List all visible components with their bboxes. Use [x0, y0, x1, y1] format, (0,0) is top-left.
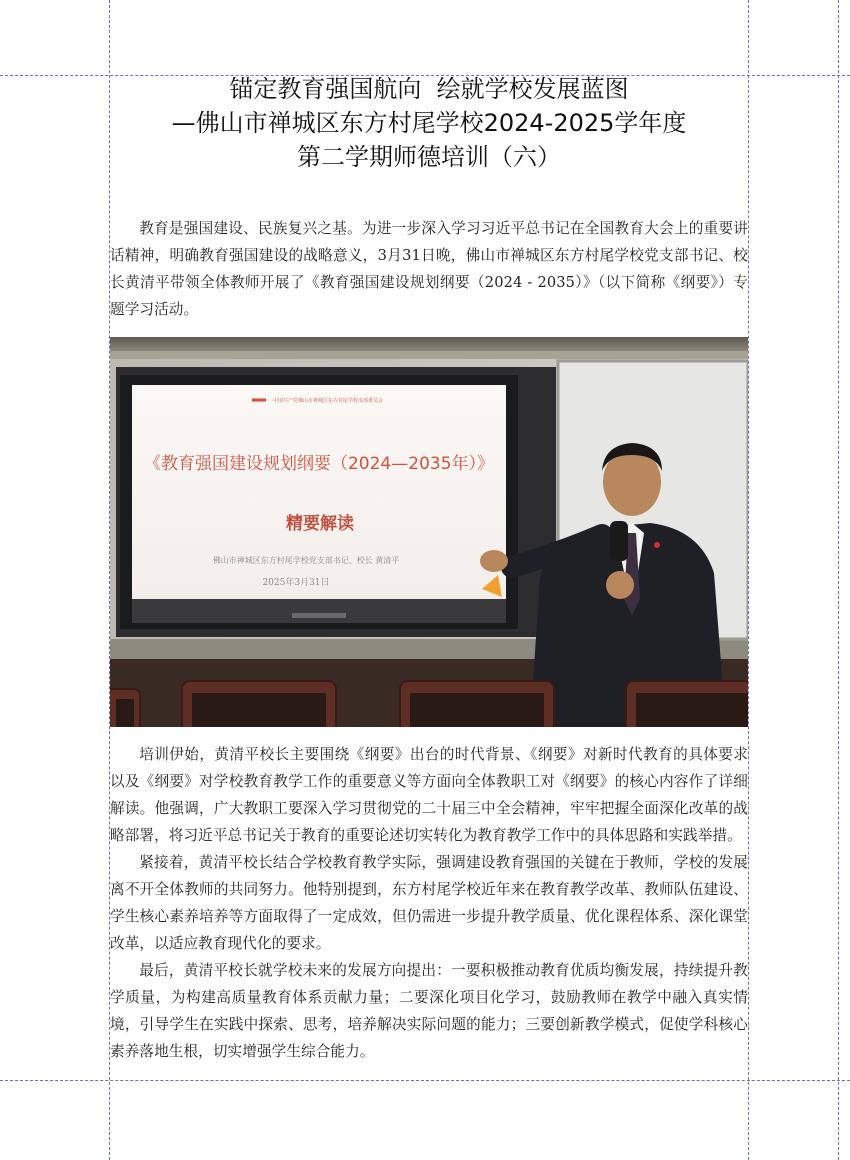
paragraph-3: 最后，黄清平校长就学校未来的发展方向提出：一要积极推动教育优质均衡发展，持续提升教学质量，为构建高质量教育体系贡献力量；二要深化项目化学习，鼓励教师在教学中融入真实情境，引导学生在实践中探索、思考，培养解决实际问题的能力；三要创新教学模式，促使学科核心素养落地生根，切实增强学生综合能力。: [110, 962, 748, 1060]
training-photo: [110, 337, 748, 727]
intro-paragraph: 教育是强国建设、民族复兴之基。为进一步深入学习习近平总书记在全国教育大会上的重要讲话精神，明确教育强国建设的战略意义，3月31日晚，佛山市禅城区东方村尾学校党支部书记、校长黄清平带领全体教师开展了《教育强国建设规划纲要（2024 - 2035）》（以下简称《纲要》）专题学习活动。: [110, 220, 748, 318]
guide-line-right: [748, 0, 749, 1160]
screen-title-text: 《教育强国建设规划纲要（2024—2035年）》: [143, 454, 495, 474]
screen-subtitle-text: 精要解读: [286, 514, 354, 534]
body-paragraphs: [110, 741, 748, 1065]
guide-line-far-right: [838, 0, 839, 1160]
document-title: [110, 74, 748, 172]
title-line-1: 锚定教育强国航向 绘就学校发展蓝图: [229, 75, 629, 103]
paragraph-2: 紧接着，黄清平校长结合学校教育教学实际，强调建设教育强国的关键在于教师，学校的发展离不开全体教师的共同努力。他特别提到，东方村尾学校近年来在教育教学改革、教师队伍建设、学生核心素养培养等方面取得了一定成效，但仍需进一步提升教学质量、优化课程体系、深化课堂改革，以适应教育现代化的要求。: [110, 854, 748, 952]
paragraph-1: 培训伊始，黄清平校长主要围绕《纲要》出台的时代背景、《纲要》对新时代教育的具体要求以及《纲要》对学校教育教学工作的重要意义等方面向全体教职工对《纲要》的核心内容作了详细解读。他强调，广大教职工要深入学习贯彻党的二十届三中全会精神，牢牢把握全面深化改革的战略部署，将习近平总书记关于教育的重要论述切实转化为教育教学工作中的具体思路和实践举措。: [110, 746, 748, 844]
screen-date-text: 2025年3月31日: [262, 578, 330, 588]
screen-presenter-text: 佛山市禅城区东方村尾学校党支部书记、校长 黄清平: [212, 556, 400, 565]
title-line-2: —佛山市禅城区东方村尾学校2024-2025学年度: [171, 109, 687, 137]
title-line-3: 第二学期师德培训（六）: [297, 143, 561, 171]
guide-line-bottom: [0, 1080, 850, 1081]
document-page: [110, 70, 748, 1065]
screen-header-text: 中国共产党佛山市禅城区东方村尾学校支部委员会: [272, 398, 384, 404]
